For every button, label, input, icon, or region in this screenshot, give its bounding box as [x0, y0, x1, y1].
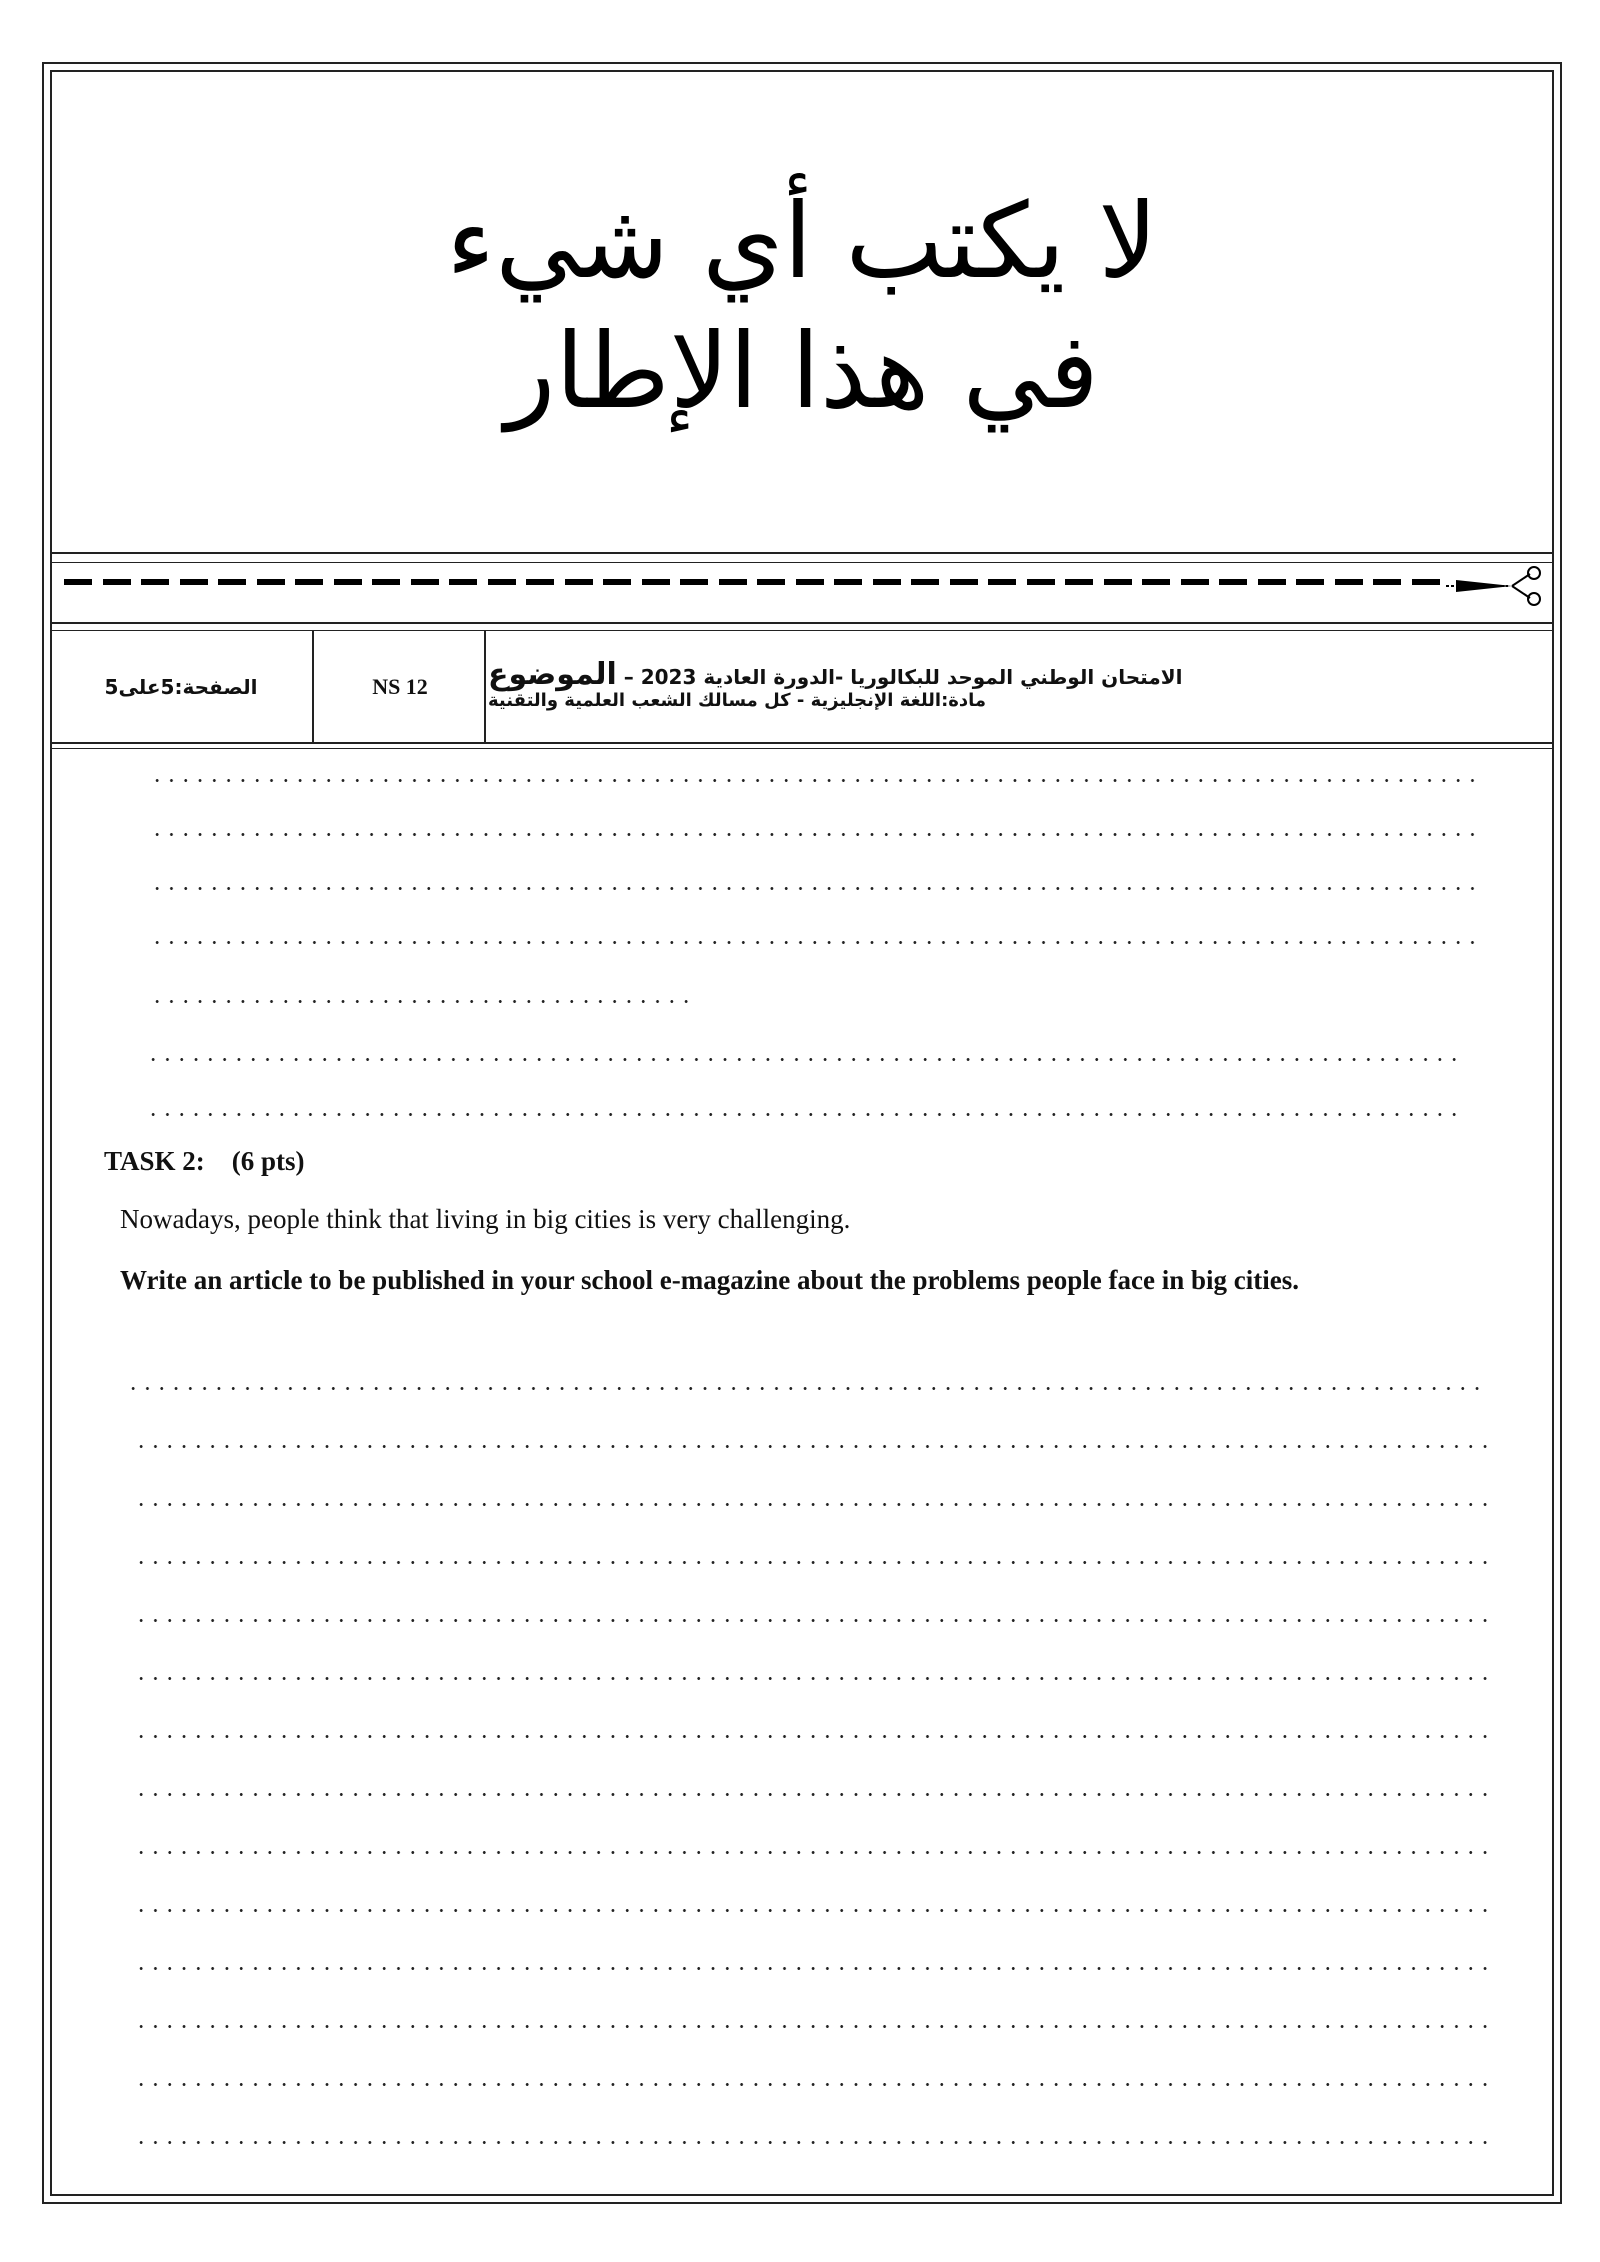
cut-line-dash	[1104, 579, 1132, 585]
answer-line[interactable]	[134, 1851, 1488, 1854]
cut-line-dash	[411, 579, 439, 585]
cut-line-dash	[218, 579, 246, 585]
scissors-icon	[1446, 566, 1546, 606]
answer-line[interactable]	[134, 2083, 1488, 2086]
cut-line-dash	[257, 579, 285, 585]
cut-line-dash	[642, 579, 670, 585]
cut-line-dash	[1219, 579, 1247, 585]
answer-line[interactable]	[146, 1058, 1466, 1061]
answer-line[interactable]	[126, 1387, 1488, 1390]
cut-line-dash	[988, 579, 1016, 585]
answer-line[interactable]	[150, 779, 1480, 782]
answer-line[interactable]	[150, 941, 1480, 944]
answer-line[interactable]	[134, 1735, 1488, 1738]
no-write-line-2: في هذا الإطار	[505, 310, 1099, 432]
answer-line[interactable]	[134, 1967, 1488, 1970]
exam-code-text: NS 12	[372, 673, 428, 699]
cut-line-dash	[1335, 579, 1363, 585]
answer-line[interactable]	[146, 1113, 1466, 1116]
cut-line-dash	[141, 579, 169, 585]
cut-line-dash	[565, 579, 593, 585]
answer-line[interactable]	[150, 833, 1480, 836]
cut-line-dash	[1027, 579, 1055, 585]
answer-line[interactable]	[134, 2025, 1488, 2028]
cut-line-dash	[372, 579, 400, 585]
cut-line-dash	[911, 579, 939, 585]
cut-line-dash	[603, 579, 631, 585]
answer-line[interactable]	[134, 1793, 1488, 1796]
answer-line[interactable]	[134, 1677, 1488, 1680]
cut-line-dash	[1181, 579, 1209, 585]
cut-line-dash	[1373, 579, 1401, 585]
exam-title-text: الامتحان الوطني الموحد للبكالوريا -الدورة العادية 2023 –	[623, 664, 1183, 689]
cut-line-dash	[1258, 579, 1286, 585]
exam-title	[488, 631, 1554, 742]
cut-line-dash	[449, 579, 477, 585]
answer-line[interactable]	[134, 1445, 1488, 1448]
cut-line-dash	[719, 579, 747, 585]
task-instruction: Write an article to be published in your school e-magazine about the problems people face in big cities.	[120, 1265, 1299, 1295]
cut-line-dash	[834, 579, 862, 585]
answer-line[interactable]	[150, 1000, 693, 1003]
exam-subject: مادة:اللغة الإنجليزية - كل مسالك الشعب العلمية والتقنية	[488, 689, 987, 711]
cut-line-dash	[757, 579, 785, 585]
cut-line-dash	[796, 579, 824, 585]
cut-line-dash	[1142, 579, 1170, 585]
answer-line[interactable]	[134, 1503, 1488, 1506]
cut-line-dash	[295, 579, 323, 585]
divider	[50, 742, 1554, 744]
divider	[50, 562, 1554, 563]
cut-line-dash	[1296, 579, 1324, 585]
answer-line[interactable]	[134, 1619, 1488, 1622]
cut-line-dash	[488, 579, 516, 585]
answer-line[interactable]	[134, 1561, 1488, 1564]
page-number	[50, 631, 314, 742]
exam-title-keyword: الموضوع	[488, 656, 617, 692]
cut-line-dash	[1412, 579, 1440, 585]
no-write-box	[50, 70, 1554, 552]
no-write-line-1: لا يكتب أي شيء	[446, 180, 1158, 302]
cut-line-dash	[1065, 579, 1093, 585]
answer-line[interactable]	[134, 2141, 1488, 2144]
cut-line-dash	[680, 579, 708, 585]
page-number-text: الصفحة:5على5	[104, 674, 258, 699]
cut-line-dash	[526, 579, 554, 585]
cut-line-dash	[950, 579, 978, 585]
exam-title-line-1	[488, 656, 1183, 692]
answer-line[interactable]	[134, 1909, 1488, 1912]
divider	[50, 552, 1554, 554]
divider	[50, 622, 1554, 624]
task-prompt: Nowadays, people think that living in big cities is very challenging.	[120, 1204, 851, 1234]
cut-line-dash	[180, 579, 208, 585]
divider	[50, 748, 1554, 749]
task-title: TASK 2: (6 pts)	[104, 1146, 305, 1176]
cut-line-dash	[64, 579, 92, 585]
answer-line[interactable]	[150, 887, 1480, 890]
cut-line-dash	[103, 579, 131, 585]
cut-line	[64, 579, 1444, 591]
cut-line-dash	[873, 579, 901, 585]
exam-code	[316, 631, 486, 742]
cut-line-dash	[334, 579, 362, 585]
